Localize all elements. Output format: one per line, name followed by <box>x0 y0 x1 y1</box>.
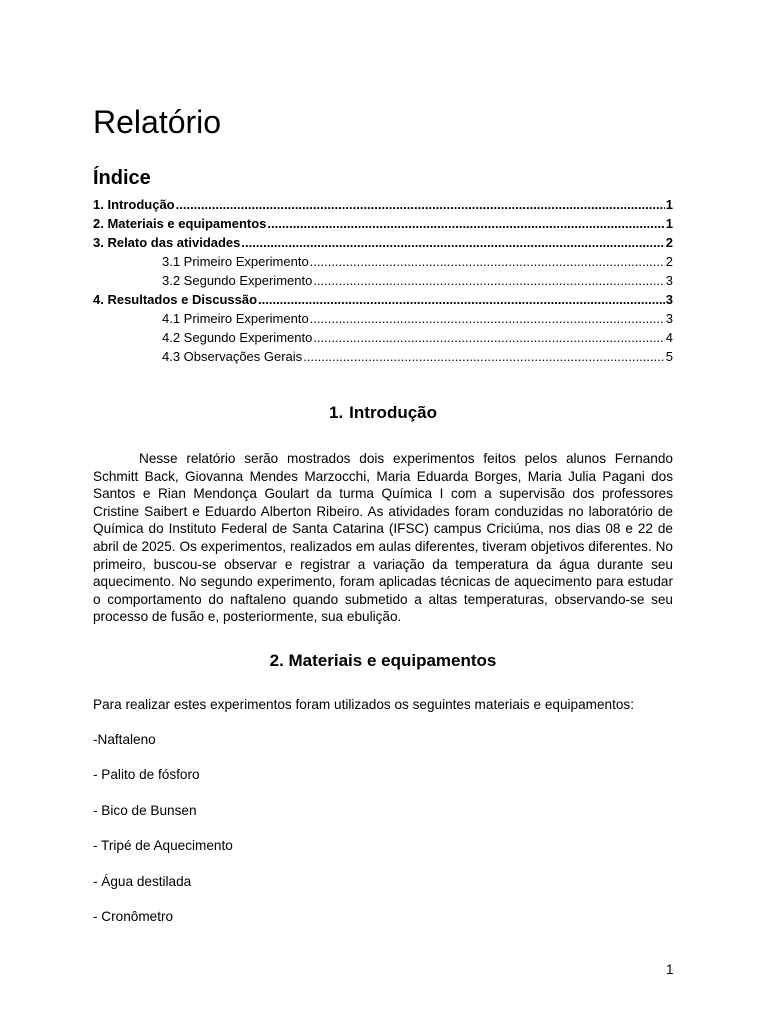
toc-subentry[interactable] <box>93 252 673 271</box>
toc-leader-dots <box>313 328 664 347</box>
toc-leader-dots <box>267 214 664 233</box>
material-item: - Cronômetro <box>93 908 174 924</box>
introduction-paragraph: Nesse relatório serão mostrados dois experimentos feitos pelos alunos Fernando Schmitt Back, Giovanna Mendes Marzocchi, Maria Eduarda Borges, Maria Julia Pagani dos Santos e Rian Mendonça Goulart da turma Química I com a supervisão dos professores Cristine Saibert e Eduardo Alberton Ribeiro. As atividades foram conduzidas no laboratório de Química do Instituto Federal de Santa Catarina (IFSC) campus Criciúma, nos dias 08 e 22 de abril de 2025. Os experimentos, realizados em aulas diferentes, tiveram objetivos diferentes. No primeiro, buscou-se observar e registrar a variação da temperatura da água durante seu aquecimento. No segundo experimento, foram aplicadas técnicas de aquecimento para estudar o comportamento do naftaleno quando submetido a altas temperaturas, observando-se seu processo de fusão e, posteriormente, sua ebulição. <box>93 451 673 625</box>
document-title: Relatório <box>93 104 222 140</box>
material-item: - Tripé de Aquecimento <box>93 838 233 854</box>
toc-entry-page: 2 <box>665 254 673 269</box>
toc-entry-page: 3 <box>665 292 673 307</box>
toc-leader-dots <box>241 233 664 252</box>
toc-entry-page: 3 <box>665 311 673 326</box>
materials-heading: 2. Materiais e equipamentos <box>269 651 497 670</box>
materials-intro-text: Para realizar estes experimentos foram utilizados os seguintes materiais e equipamentos: <box>93 697 634 712</box>
toc-heading: Índice <box>93 167 151 189</box>
material-item: - Bico de Bunsen <box>93 802 197 818</box>
toc-entry-label: 4.3 Observações Gerais <box>162 349 303 364</box>
toc-leader-dots <box>258 290 665 309</box>
table-of-contents <box>93 195 673 366</box>
toc-entry-label: 1. Introdução <box>93 197 175 212</box>
page-number: 1 <box>666 962 674 977</box>
toc-leader-dots <box>313 271 664 290</box>
toc-entry-label: 3. Relato das atividades <box>93 235 241 250</box>
toc-entry-label: 4.1 Primeiro Experimento <box>162 311 309 326</box>
toc-entry-label: 3.2 Segundo Experimento <box>162 273 313 288</box>
toc-leader-dots <box>303 347 665 366</box>
materials-list <box>93 731 233 943</box>
toc-entry-label: 3.1 Primeiro Experimento <box>162 254 309 269</box>
material-item: - Água destilada <box>93 873 192 889</box>
toc-subentry[interactable] <box>93 347 673 366</box>
toc-entry-label: 2. Materiais e equipamentos <box>93 216 267 231</box>
introduction-number: 1. <box>328 403 344 422</box>
introduction-heading <box>93 402 673 424</box>
toc-entry[interactable] <box>93 233 673 252</box>
introduction-title: Introdução <box>349 403 438 422</box>
material-item: -Naftaleno <box>93 732 156 747</box>
toc-entry-label: 4.2 Segundo Experimento <box>162 330 313 345</box>
material-item: - Palito de fósforo <box>93 767 200 783</box>
toc-entry-page: 3 <box>665 273 673 288</box>
toc-entry[interactable] <box>93 214 673 233</box>
toc-entry-page: 4 <box>665 330 673 345</box>
toc-leader-dots <box>310 309 665 328</box>
toc-leader-dots <box>176 195 665 214</box>
toc-entry-page: 2 <box>665 235 673 250</box>
toc-entry-label: 4. Resultados e Discussão <box>93 292 258 307</box>
toc-entry[interactable] <box>93 290 673 309</box>
toc-entry[interactable] <box>93 195 673 214</box>
toc-leader-dots <box>310 252 665 271</box>
toc-entry-page: 5 <box>665 349 673 364</box>
toc-entry-page: 1 <box>665 197 673 212</box>
toc-subentry[interactable] <box>93 271 673 290</box>
toc-entry-page: 1 <box>665 216 673 231</box>
toc-subentry[interactable] <box>93 309 673 328</box>
toc-subentry[interactable] <box>93 328 673 347</box>
